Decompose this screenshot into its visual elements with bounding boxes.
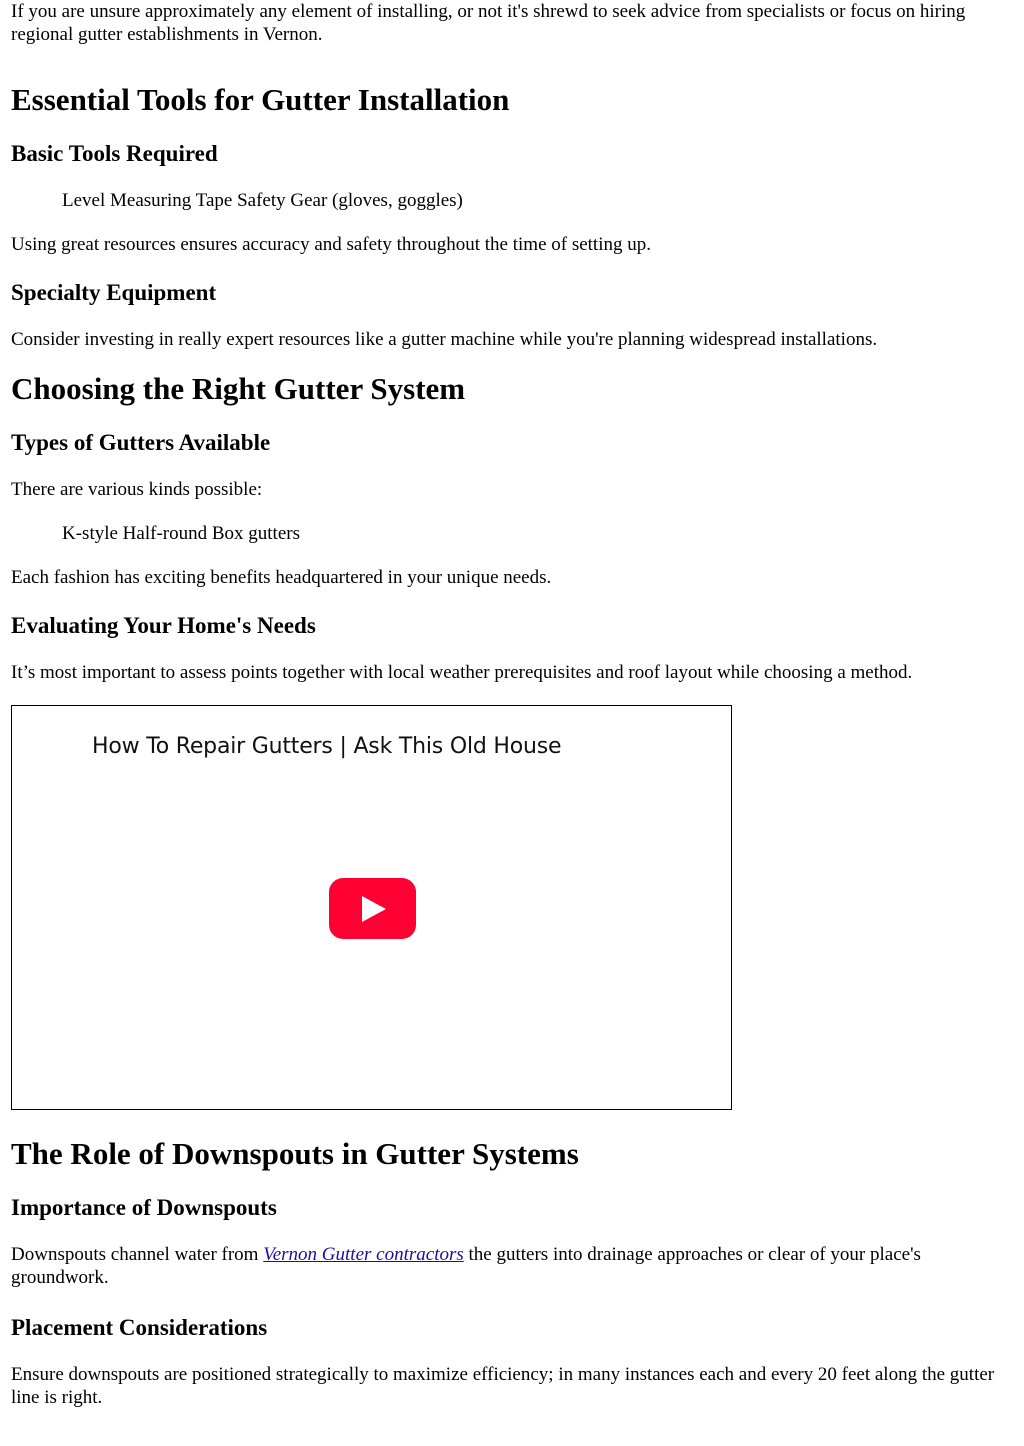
basic-tools-heading: Basic Tools Required xyxy=(11,141,218,166)
gutter-types-paragraph: Each fashion has exciting benefits headquartered in your unique needs. xyxy=(11,567,552,588)
basic-tools-paragraph: Using great resources ensures accuracy and safety throughout the time of setting up. xyxy=(11,234,651,255)
gutter-types-heading: Types of Gutters Available xyxy=(11,430,271,455)
specialty-equipment-paragraph: Consider investing in really expert resources like a gutter machine while you're planning widespread installations. xyxy=(11,329,878,350)
downspouts-section-heading: The Role of Downspouts in Gutter Systems xyxy=(11,1136,579,1171)
importance-text-before: Downspouts channel water from xyxy=(11,1244,264,1265)
placement-heading: Placement Considerations xyxy=(11,1315,268,1340)
tools-section-heading: Essential Tools for Gutter Installation xyxy=(11,82,510,117)
specialty-equipment-heading: Specialty Equipment xyxy=(11,280,217,305)
youtube-play-button[interactable] xyxy=(329,878,416,939)
basic-tools-list: Level Measuring Tape Safety Gear (gloves, goggles) xyxy=(62,190,463,211)
importance-text-after: the gutters into drainage approaches or clear of your place's groundwork. xyxy=(11,1244,921,1288)
intro-paragraph: If you are unsure approximately any element of installing, or not it's shrewd to seek advice from specialists or focus on hiring regional gutter establishments in Vernon. xyxy=(11,1,966,45)
home-needs-heading: Evaluating Your Home's Needs xyxy=(11,613,316,638)
video-title[interactable]: How To Repair Gutters | Ask This Old House xyxy=(92,734,562,759)
vernon-gutter-contractors-link[interactable]: Vernon Gutter contractors xyxy=(263,1244,464,1265)
video-embed[interactable] xyxy=(11,705,732,1110)
downspouts-importance-paragraph xyxy=(11,1243,1013,1289)
system-section-heading: Choosing the Right Gutter System xyxy=(11,371,466,406)
gutter-types-intro: There are various kinds possible: xyxy=(11,479,263,500)
gutter-types-list: K-style Half-round Box gutters xyxy=(62,523,300,544)
placement-paragraph: Ensure downspouts are positioned strategically to maximize efficiency; in many instances each and every 20 feet along the gutter line is right. xyxy=(11,1364,995,1408)
youtube-play-icon xyxy=(362,896,386,922)
downspouts-importance-heading: Importance of Downspouts xyxy=(11,1195,277,1220)
home-needs-paragraph: It’s most important to assess points together with local weather prerequisites and roof layout while choosing a method. xyxy=(11,662,913,683)
